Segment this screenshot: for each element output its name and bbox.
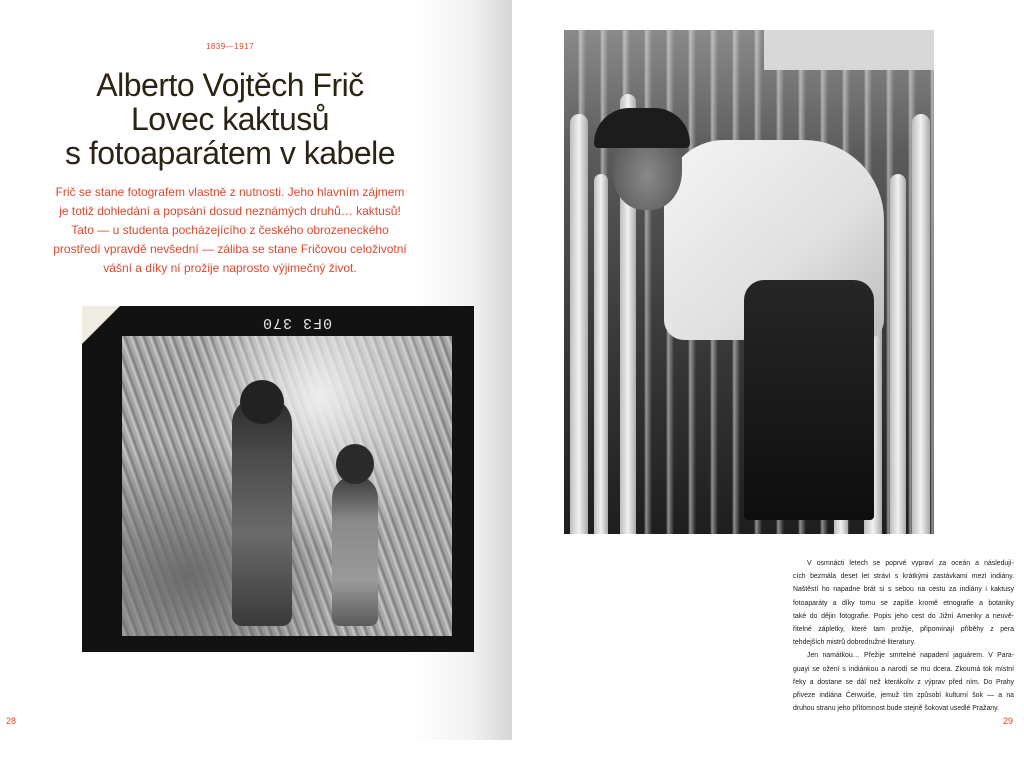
photo-cactus [890, 174, 906, 534]
plate-number-label: 0F3 370 [262, 314, 333, 331]
body-line: Naštěstí ho napadne brát si s sebou na cestu za indiány i kaktusy [793, 586, 1014, 594]
photo-cactus [912, 114, 930, 534]
photo-figure-child [332, 476, 378, 626]
photo-fric-among-cacti [564, 30, 934, 534]
body-line: guayi se ožení s indiánkou a narodí se mu dcera. Zkoumá tok místní [793, 665, 1014, 673]
page-number-left: 28 [6, 716, 17, 726]
body-line: fotoaparáty a díky tomu se zapíše kromě etnografie a botaniky [793, 599, 1014, 607]
photo-cactus [594, 174, 608, 534]
page-number-right: 29 [1003, 716, 1014, 726]
body-line: druhou stranu jeho přítomnost bude stejně šokovat usedlé Pražany. [793, 705, 999, 713]
photo-man-cap [594, 108, 690, 148]
body-line: cích bezmála deset let stráví s krátkými zastávkami mezi indiány. [793, 573, 1014, 581]
lead-line: vášní a díky ní prožije naprosto výjimečný život. [103, 261, 357, 275]
body-line: řitelné zápletky, které tam prožije, připomínají příběhy z pera [793, 626, 1014, 634]
lead-line: je totiž dohledání a popsání dosud neznámých druhů… kaktusů! [59, 204, 401, 218]
bottom-margin [0, 740, 1024, 768]
left-page [0, 0, 512, 740]
photo-figure-boy-head [240, 380, 284, 424]
headline-line: Lovec kaktusů [130, 101, 330, 137]
lead-line: prostředí vpravdě nevšední — záliba se stane Fričovou celoživotní [53, 242, 407, 256]
plate-corner-fold [82, 306, 120, 344]
photo-cactus [570, 114, 588, 534]
photo-indigenous-children [122, 336, 452, 636]
body-line: také do dějin fotografie. Popis jeho cest do Jižní Ameriky a neuvě- [793, 612, 1014, 620]
body-text [793, 557, 1014, 715]
lead-paragraph [30, 183, 430, 278]
lead-line: Frič se stane fotografem vlastně z nutnosti. Jeho hlavním zájmem [55, 185, 405, 199]
glass-plate-photo [82, 306, 474, 652]
photo-figure-boy [232, 396, 292, 626]
photo-sky [764, 30, 934, 70]
body-line: tehdejších mistrů dobrodružné literatury. [793, 639, 916, 647]
photo-figure-child-head [336, 444, 374, 484]
body-line: V osmnácti letech se poprvé vypraví za oceán a následují- [807, 560, 1014, 567]
body-line: řeky a dostane se dál než kterákoliv z výprav před ním. Do Prahy [793, 678, 1014, 686]
body-line: Jen namátkou… Přežije smrtelné napadení jaguárem. V Para- [807, 652, 1014, 660]
date-range: 1839—1917 [205, 42, 255, 51]
headline [0, 68, 460, 170]
body-line: přiveze indiána Čerwuiše, jemuž tím způsobí kulturní šok — a na [793, 692, 1014, 700]
lead-line: Tato — u studenta pocházejícího z českého obrozeneckého [71, 223, 389, 237]
headline-line: Alberto Vojtěch Frič [96, 67, 364, 103]
headline-line: s fotoaparátem v kabele [64, 135, 396, 171]
photo-man-legs [744, 280, 874, 520]
